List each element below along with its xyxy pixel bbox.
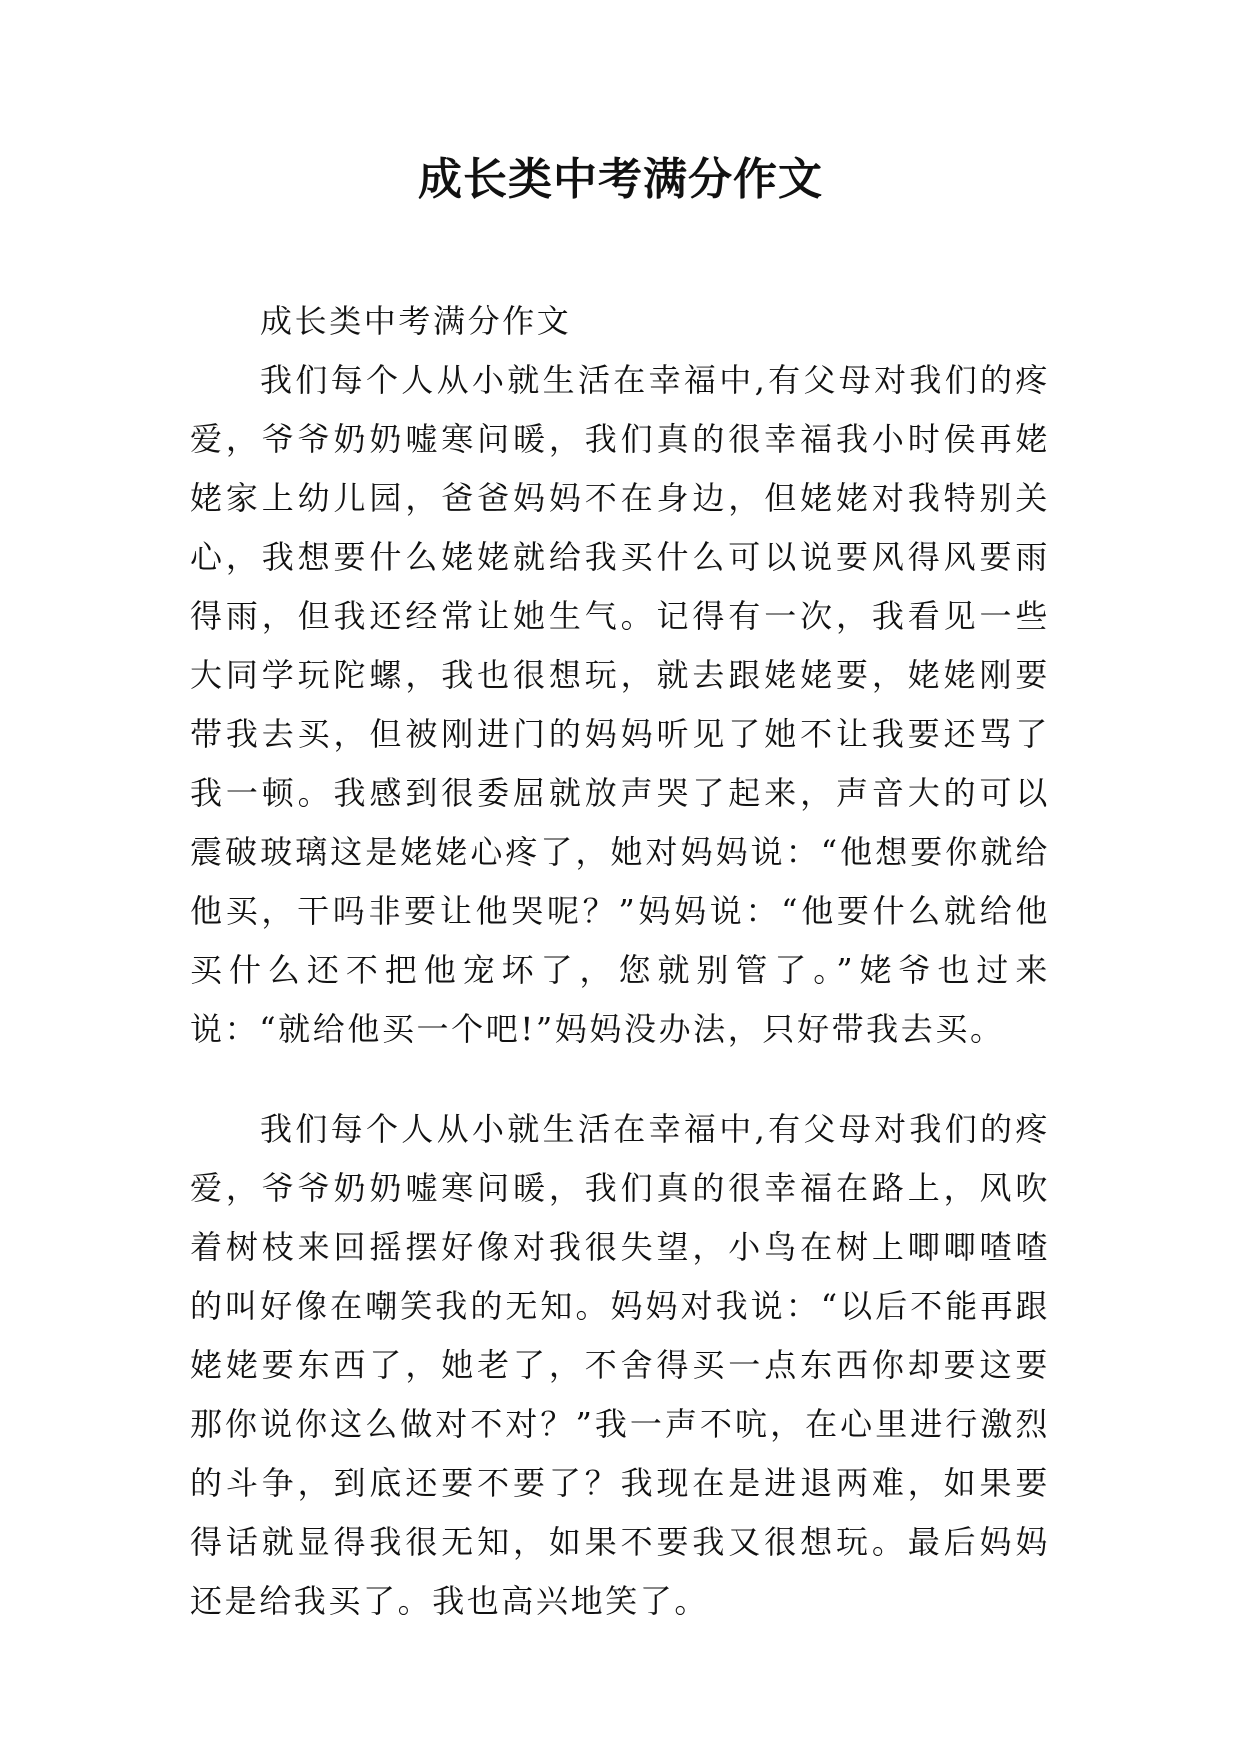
paragraph-1: 我们每个人从小就生活在幸福中,有父母对我们的疼爱，爷爷奶奶嘘寒问暖，我们真的很幸福我小时侯再姥姥家上幼儿园，爸爸妈妈不在身边，但姥姥对我特别关心，我想要什么姥姥就给我买什么可以说要风得风要雨得雨，但我还经常让她生气。记得有一次，我看见一些大同学玩陀螺，我也很想玩，就去跟姥姥要，姥姥刚要带我去买，但被刚进门的妈妈听见了她不让我要还骂了我一顿。我感到很委屈就放声哭了起来，声音大的可以震破玻璃这是姥姥心疼了，她对妈妈说：“他想要你就给他买，干吗非要让他哭呢？”妈妈说：“他要什么就给他买什么还不把他宠坏了，您就别管了。”姥爷也过来说：“就给他买一个吧!”妈妈没办法，只好带我去买。	[190, 361, 1050, 1048]
paragraph-2: 我们每个人从小就生活在幸福中,有父母对我们的疼爱，爷爷奶奶嘘寒问暖，我们真的很幸福在路上，风吹着树枝来回摇摆好像对我很失望，小鸟在树上唧唧喳喳的叫好像在嘲笑我的无知。妈妈对我说：“以后不能再跟姥姥要东西了，她老了，不舍得买一点东西你却要这要那你说你这么做对不对？”我一声不吭，在心里进行激烈的斗争，到底还要不要了？我现在是进退两难，如果要得话就显得我很无知，如果不要我又很想玩。最后妈妈还是给我买了。我也高兴地笑了。	[190, 1110, 1050, 1620]
document-subtitle: 成长类中考满分作文	[260, 302, 572, 340]
document-title: 成长类中考满分作文	[418, 154, 823, 205]
